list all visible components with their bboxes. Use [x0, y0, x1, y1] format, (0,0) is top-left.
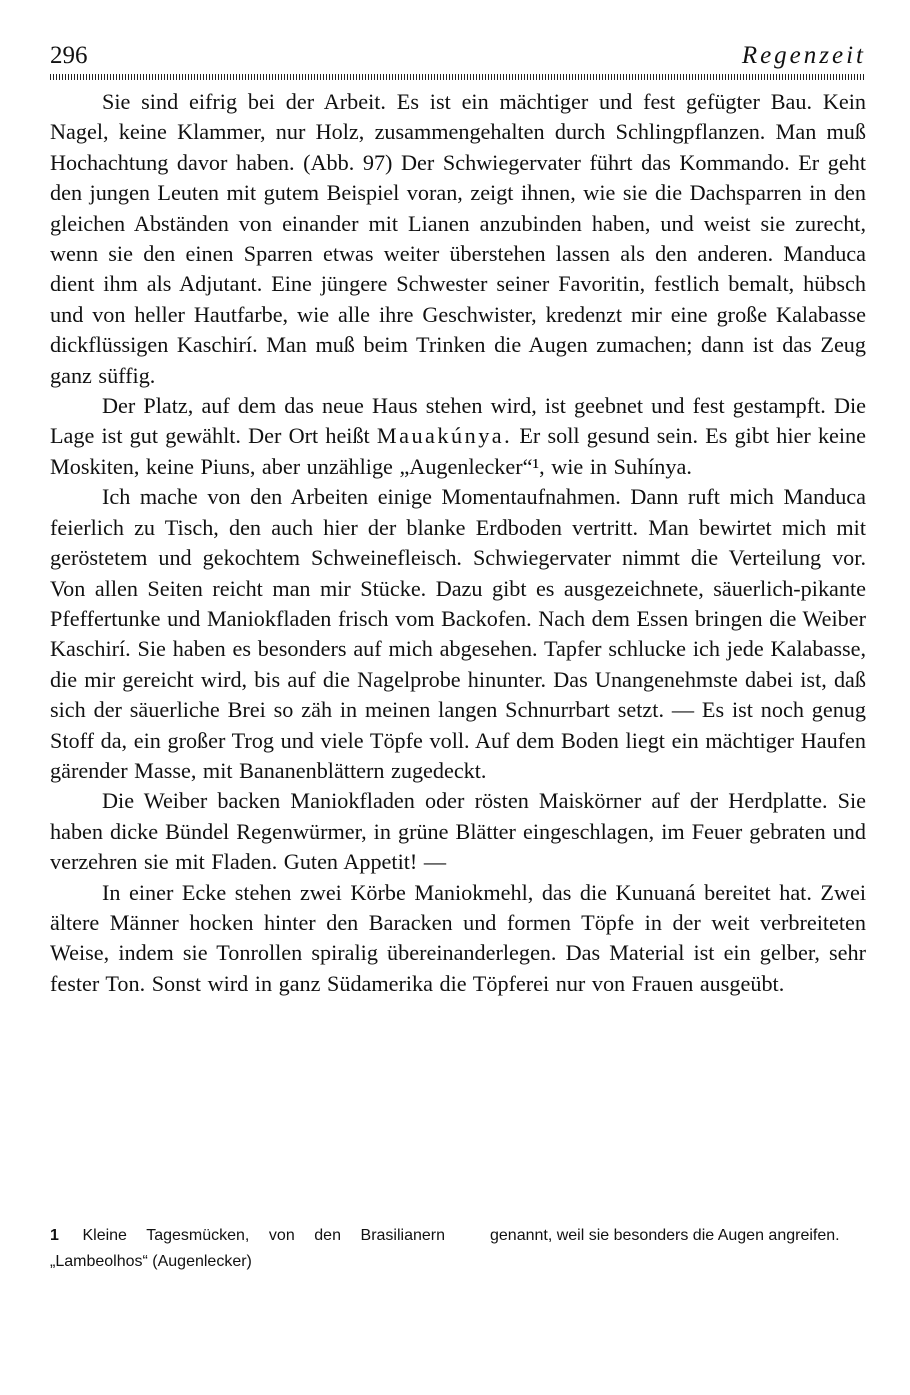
paragraph-1: Sie sind eifrig bei der Arbeit. Es ist ein mächtiger und fest gefügter Bau. Kein Nagel, keine Klammer, nur Holz, zusammengehalten durch Schlingpflanzen. Man muß Hochachtung davor haben. (Abb. 97) Der Schwiegervater führt das Kommando. Er geht den jungen Leuten mit gutem Beispiel voran, zeigt ihnen, wie sie die Dachsparren in den gleichen Abständen von einander mit Lianen anzubinden haben, und weist sie zurecht, wenn sie den einen Sparren etwas weiter überstehen lassen als den anderen. Manduca dient ihm als Adjutant. Eine jüngere Schwester seiner Favoritin, festlich bemalt, hübsch und von heller Hautfarbe, wie alle ihre Geschwister, kredenzt mir eine große Kalabasse dickflüssigen Kaschirí. Man muß beim Trinken die Augen zumachen; dann ist das Zeug ganz süffig. [50, 89, 866, 388]
paragraph-3: Ich mache von den Arbeiten einige Momentaufnahmen. Dann ruft mich Manduca feierlich zu Tisch, den auch hier der blanke Erdboden vertritt. Man bewirtet mich mit geröstetem und gekochtem Schweinefleisch. Schwiegervater nimmt die Verteilung vor. Von allen Seiten reicht man mir Stücke. Dazu gibt es ausgezeichnete, säuerlich-pikante Pfeffertunke und Maniokfladen frisch vom Backofen. Nach dem Essen bringen die Weiber Kaschirí. Sie haben es besonders auf mich abgesehen. Tapfer schlucke ich jede Kalabasse, die mir gereicht wird, bis auf die Nagelprobe hinunter. Das Unangenehmste dabei ist, daß sich der säuerliche Brei so zäh in meinen langen Schnurrbart setzt. — Es ist noch genug Stoff da, ein großer Trog und viele Töpfe voll. Auf dem Boden liegt ein mächtiger Haufen gärender Masse, mit Bananenblättern zugedeckt. [50, 484, 866, 783]
page-header [50, 40, 866, 72]
header-rule [50, 74, 866, 80]
paragraph-5: In einer Ecke stehen zwei Körbe Maniokmehl, das die Kunuaná bereitet hat. Zwei ältere Männer hocken hinter den Baracken und formen Töpfe in der weit verbreiteten Weise, indem sie Tonrollen spiralig übereinanderlegen. Das Material ist ein gelber, sehr fester Ton. Sonst wird in ganz Südamerika die Töpferei nur von Frauen ausgeübt. [50, 879, 866, 996]
footnote-left-text: Kleine Tagesmücken, von den Brasilianern „Lambeolhos“ (Augenlecker) [50, 1227, 446, 1270]
footnote-left-column [50, 1223, 445, 1275]
paragraph-2 [50, 391, 866, 482]
body-text [50, 87, 866, 999]
paragraph-2-text-before: Der Platz, auf dem das neue Haus stehen wird, ist geebnet und fest gestampft. Die Lage ist gut gewählt. Der Ort heißt [50, 393, 866, 449]
footnote [50, 1223, 866, 1283]
paragraph-2-text-after: Er soll gesund sein. Es gibt hier keine Moskiten, keine Piuns, aber unzählige „Augenlecker“¹, wie in Suhínya. [50, 423, 867, 479]
paragraph-4: Die Weiber backen Maniokfladen oder rösten Maiskörner auf der Herdplatte. Sie haben dicke Bündel Regenwürmer, in grüne Blätter eingeschlagen, im Feuer gebraten und verzehren sie mit Fladen. Guten Appetit! — [50, 788, 866, 875]
page-number: 296 [50, 42, 88, 69]
footnote-right-text: genannt, weil sie besonders die Augen angreifen. [490, 1227, 840, 1244]
place-name: Mauakúnya. [376, 423, 513, 449]
footnote-marker: 1 [50, 1227, 59, 1244]
running-head: Regenzeit [741, 42, 866, 69]
footnote-right-column [490, 1223, 866, 1249]
